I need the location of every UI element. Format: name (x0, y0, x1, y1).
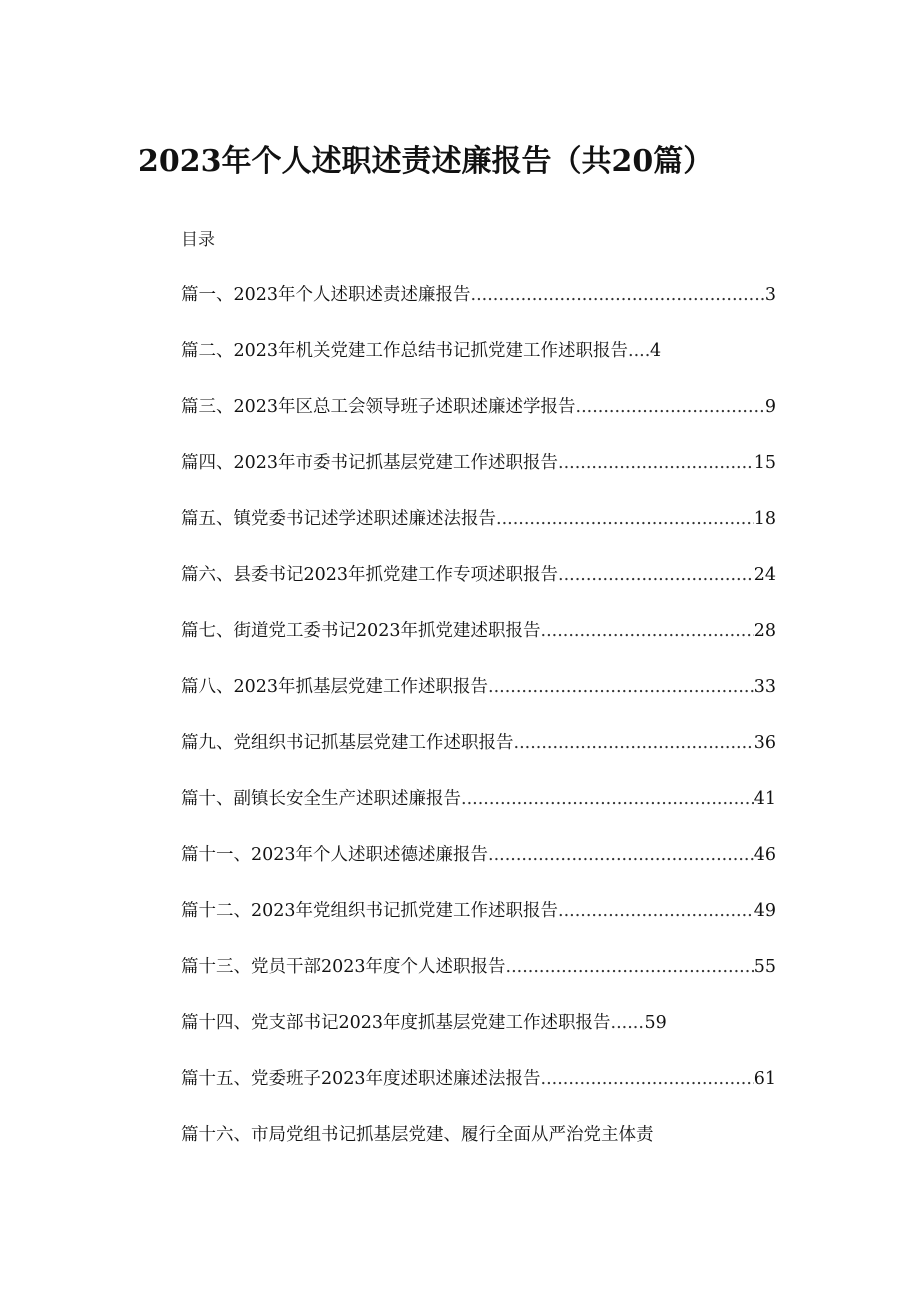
toc-entry-link[interactable] (181, 1064, 776, 1094)
toc-entry[interactable] (181, 952, 781, 1008)
toc-entry-label: 篇十五、党委班子2023年度述职述廉述法报告 (181, 1069, 541, 1089)
toc-entry-page: 4 (650, 341, 662, 361)
toc-entry[interactable] (181, 448, 781, 504)
toc-heading: 目录 (181, 230, 215, 250)
toc-entry-link[interactable] (181, 1008, 776, 1038)
toc-dot-leader (628, 336, 650, 366)
toc-entry-link[interactable] (181, 616, 776, 646)
toc-entry[interactable] (181, 1064, 781, 1120)
toc-entry-link[interactable] (181, 1120, 776, 1150)
toc-dot-leader (496, 504, 754, 534)
toc-entry-label: 篇十、副镇长安全生产述职述廉报告 (181, 789, 461, 809)
toc-entry-link[interactable] (181, 448, 776, 478)
toc-entry-label: 篇一、2023年个人述职述责述廉报告 (181, 285, 471, 305)
toc-entry-link[interactable] (181, 840, 776, 870)
toc-entry-label: 篇四、2023年市委书记抓基层党建工作述职报告 (181, 453, 559, 473)
toc-entry[interactable] (181, 784, 781, 840)
toc-dot-leader (576, 392, 765, 422)
table-of-contents (181, 280, 781, 1176)
toc-entry[interactable] (181, 672, 781, 728)
toc-dot-leader (506, 952, 754, 982)
toc-entry[interactable] (181, 616, 781, 672)
toc-dot-leader (471, 280, 765, 310)
toc-entry[interactable] (181, 560, 781, 616)
toc-entry-link[interactable] (181, 504, 776, 534)
toc-dot-leader (488, 672, 754, 702)
toc-entry-label: 篇八、2023年抓基层党建工作述职报告 (181, 677, 489, 697)
toc-entry-label: 篇十一、2023年个人述职述德述廉报告 (181, 845, 489, 865)
toc-entry[interactable] (181, 1008, 781, 1064)
toc-entry-page: 18 (753, 509, 776, 529)
toc-entry-page: 3 (764, 285, 776, 305)
toc-entry-link[interactable] (181, 952, 776, 982)
toc-entry-page: 28 (753, 621, 776, 641)
document-title: 2023年个人述职述责述廉报告（共20篇） (138, 144, 714, 179)
toc-entry[interactable] (181, 392, 781, 448)
toc-entry-link[interactable] (181, 560, 776, 590)
toc-entry-link[interactable] (181, 784, 776, 814)
toc-entry-label: 篇三、2023年区总工会领导班子述职述廉述学报告 (181, 397, 576, 417)
toc-entry[interactable] (181, 504, 781, 560)
toc-dot-leader (488, 840, 754, 870)
toc-dot-leader (541, 1064, 754, 1094)
toc-entry[interactable] (181, 896, 781, 952)
toc-dot-leader (541, 616, 754, 646)
toc-entry[interactable] (181, 280, 781, 336)
toc-dot-leader (558, 448, 754, 478)
toc-entry-label: 篇二、2023年机关党建工作总结书记抓党建工作述职报告 (181, 341, 629, 361)
toc-entry-link[interactable] (181, 672, 776, 702)
toc-entry-page: 41 (753, 789, 776, 809)
toc-entry-page: 33 (753, 677, 776, 697)
toc-entry-label: 篇九、党组织书记抓基层党建工作述职报告 (181, 733, 514, 753)
toc-entry-label: 篇七、街道党工委书记2023年抓党建述职报告 (181, 621, 541, 641)
toc-entry-page: 59 (644, 1013, 667, 1033)
toc-entry-link[interactable] (181, 728, 776, 758)
toc-entry-page: 9 (764, 397, 776, 417)
toc-entry[interactable] (181, 840, 781, 896)
toc-entry-label: 篇十四、党支部书记2023年度抓基层党建工作述职报告 (181, 1013, 611, 1033)
toc-entry-page: 61 (753, 1069, 776, 1089)
toc-entry-link[interactable] (181, 336, 776, 366)
toc-entry-page: 49 (753, 901, 776, 921)
toc-dot-leader (514, 728, 754, 758)
toc-entry-link[interactable] (181, 280, 776, 310)
toc-entry-page: 15 (753, 453, 776, 473)
toc-entry[interactable] (181, 336, 781, 392)
toc-entry-page: 36 (753, 733, 776, 753)
toc-entry-page: 55 (753, 957, 776, 977)
toc-entry-label: 篇十六、市局党组书记抓基层党建、履行全面从严治党主体责 (181, 1125, 654, 1145)
toc-entry[interactable] (181, 1120, 781, 1176)
toc-entry-page: 46 (753, 845, 776, 865)
toc-entry-link[interactable] (181, 392, 776, 422)
toc-entry-link[interactable] (181, 896, 776, 926)
toc-dot-leader (558, 560, 754, 590)
toc-dot-leader (611, 1008, 645, 1038)
toc-entry-page: 24 (753, 565, 776, 585)
toc-entry-label: 篇五、镇党委书记述学述职述廉述法报告 (181, 509, 496, 529)
toc-entry-label: 篇十三、党员干部2023年度个人述职报告 (181, 957, 506, 977)
toc-dot-leader (558, 896, 754, 926)
toc-dot-leader (461, 784, 754, 814)
toc-entry[interactable] (181, 728, 781, 784)
toc-entry-label: 篇十二、2023年党组织书记抓党建工作述职报告 (181, 901, 559, 921)
toc-entry-label: 篇六、县委书记2023年抓党建工作专项述职报告 (181, 565, 559, 585)
